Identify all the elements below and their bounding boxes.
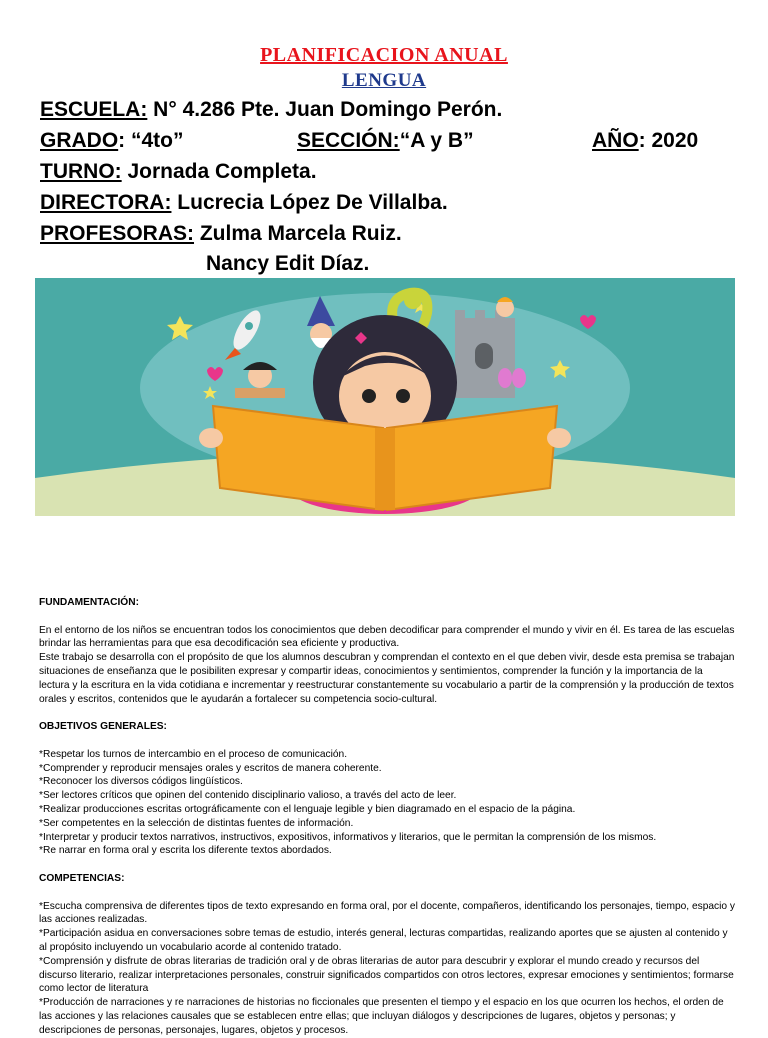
shift-value: Jornada Completa.	[121, 160, 317, 183]
shift-line	[40, 160, 317, 184]
objetivo-item: *Respetar los turnos de intercambio en el proceso de comunicación.	[39, 748, 348, 760]
teacher-2: Nancy Edit Díaz.	[206, 252, 370, 275]
year-line	[592, 129, 698, 153]
fundamentacion-paragraph-2: Este trabajo se desarrolla con el propósito de que los alumnos descubran y comprendan el contexto en el que deben vivir, desde esta premisa se trabajan situaciones de enseñanza que le posibiliten expresar y compartir ideas, conocimientos y sentimientos, comprender la función y la importancia de la lectura y la escritura en la vida cotidiana e incrementar y reestructurar constantemente su vocabulario a partir de la comprensión y la producción de textos orales y escritos, contenidos que le ayudarán a fortalecer su competencia socio-cultural.	[39, 652, 735, 705]
objetivo-item: *Reconocer los diversos códigos lingüísticos.	[39, 776, 243, 788]
school-label: ESCUELA:	[40, 98, 148, 121]
objetivo-item: *Ser lectores críticos que opinen del contenido disciplinario valioso, a través del acto de leer.	[39, 790, 457, 802]
reading-girl-illustration	[35, 278, 735, 516]
fundamentacion-heading: FUNDAMENTACIÓN:	[39, 597, 139, 608]
teachers-label: PROFESORAS:	[40, 222, 195, 245]
objetivo-item: *Ser competentes en la selección de distintas fuentes de información.	[39, 817, 354, 829]
year-value: : 2020	[638, 129, 699, 152]
objetivos-heading: OBJETIVOS GENERALES:	[39, 721, 167, 733]
director-label: DIRECTORA:	[40, 191, 172, 214]
grade-value: : “4to”	[118, 129, 184, 152]
objetivo-item: *Realizar producciones escritas ortográficamente con el lenguaje legible y bien diagramado en el espacio de la página.	[39, 803, 576, 815]
fundamentacion-paragraph-1: En el entorno de los niños se encuentran todos los conocimientos que deben decodificar para comprender el mundo y vivir en él. Es tarea de las escuelas brindar las herramientas para que esa decodificación sea eficiente y productiva.	[39, 624, 735, 650]
director-line	[40, 191, 448, 215]
document-body	[39, 596, 735, 1038]
grade-line	[40, 129, 184, 153]
director-value: Lucrecia López De Villalba.	[171, 191, 448, 214]
school-line	[40, 98, 502, 122]
objetivo-item: *Interpretar y producir textos narrativos, instructivos, expositivos, informativos y literarios, que le permitan la comprensión de los mismos.	[39, 831, 657, 843]
objetivo-item: *Comprender y reproducir mensajes orales y escritos de manera coherente.	[39, 762, 382, 774]
shift-label: TURNO:	[40, 160, 122, 183]
section-line	[297, 129, 474, 153]
competencias-heading: COMPETENCIAS:	[39, 872, 125, 884]
competencia-item: *Participación asidua en conversaciones sobre temas de estudio, interés general, lecturas compartidas, realizando aportes que se ajusten al contenido y al propósito incluyendo un vocabulario acorde al contenido tratado.	[39, 928, 728, 953]
school-value: N° 4.286 Pte. Juan Domingo Perón.	[147, 98, 503, 121]
teacher-1: Zulma Marcela Ruiz.	[194, 222, 402, 245]
competencia-item: *Comprensión y disfrute de obras literarias de tradición oral y de obras literarias de autor para descubrir y explorar el mundo creado y recursos del discurso literario, realizar interpretaciones personales, construir significados compartidos con otros lectores, expresar emociones y sentimientos; formarse como lector de literatura	[39, 955, 734, 995]
year-label: AÑO	[592, 129, 639, 152]
grade-label: GRADO	[40, 129, 119, 152]
objetivo-item: *Re narrar en forma oral y escrita los diferente textos abordados.	[39, 845, 332, 857]
teachers-line	[40, 222, 402, 246]
section-value: “A y B”	[399, 129, 474, 152]
competencia-item: *Escucha comprensiva de diferentes tipos de texto expresando en forma oral, por el docente, compañeros, identificando los personajes, tiempo, espacio y las acciones realizadas.	[39, 900, 735, 926]
competencia-item: *Producción de narraciones y re narraciones de historias no ficcionales que presenten el tiempo y el espacio en los que ocurren los hechos, el orden de las acciones y las relaciones causales que se establecen entre ellas; que incluyan diálogos y descripciones de lugares, objetos y personas; y descripciones de personas, personajes, lugares, objetos y procesos.	[39, 997, 724, 1036]
section-label: SECCIÓN:	[297, 129, 400, 152]
subject-title: LENGUA	[341, 70, 427, 91]
document-title: PLANIFICACION ANUAL	[260, 44, 508, 66]
